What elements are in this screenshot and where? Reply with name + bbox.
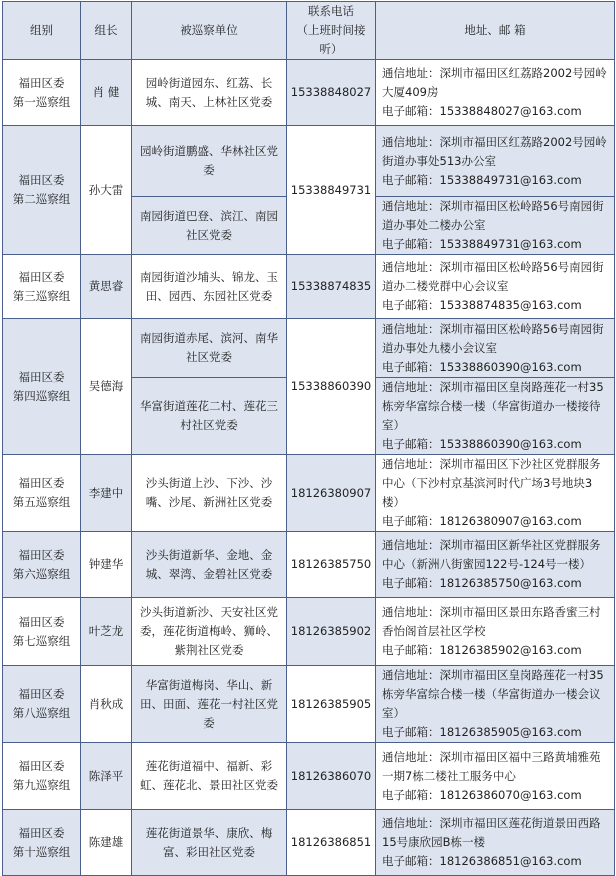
table-row (3, 319, 615, 378)
leader-cell: 吴德海 (81, 319, 132, 455)
header-group: 组别 (3, 2, 81, 60)
units-cell: 莲花街道福中、福新、彩虹、莲花北、景田社区党委 (132, 743, 287, 810)
units-cell: 沙头街道上沙、下沙、沙嘴、沙尾、新洲社区党委 (132, 455, 287, 532)
group-name-cell: 福田区委 第九巡察组 (3, 743, 81, 810)
address-cell: 通信地址：深圳市福田区皇岗路莲花一村35栋旁华富综合楼一楼（华富街道办一楼接待室） 电子邮箱：15338860390@163.com (376, 378, 615, 455)
group-name-cell: 福田区委 第六巡察组 (3, 532, 81, 598)
header-phone: 联系电话 （上班时间接听） (287, 2, 376, 60)
units-cell: 园岭街道鹏盛、华林社区党委 (132, 126, 287, 197)
table-row (3, 810, 615, 876)
table-row (3, 455, 615, 532)
phone-cell: 18126385902 (287, 598, 376, 666)
inspection-table (2, 1, 615, 876)
units-cell: 园岭街道园东、红荔、长城、南天、上林社区党委 (132, 60, 287, 126)
leader-cell: 肖秋成 (81, 666, 132, 743)
units-cell: 沙头街道新华、金地、金城、翠湾、金碧社区党委 (132, 532, 287, 598)
group-name-cell: 福田区委 第五巡察组 (3, 455, 81, 532)
leader-cell: 陈建雄 (81, 810, 132, 876)
units-cell: 华富街道梅岗、华山、新田、田面、莲花一村社区党委 (132, 666, 287, 743)
units-cell: 莲花街道景华、康欣、梅富、彩田社区党委 (132, 810, 287, 876)
leader-cell: 陈泽平 (81, 743, 132, 810)
units-cell: 南园街道巴登、滨江、南园社区党委 (132, 197, 287, 255)
phone-cell: 15338874835 (287, 255, 376, 319)
address-cell: 通信地址：深圳市福田区皇岗路莲花一村35栋旁华富综合楼一楼（华富街道办一楼会议室） 电子邮箱：18126385905@163.com (376, 666, 615, 743)
table-row (3, 532, 615, 598)
leader-cell: 叶芝龙 (81, 598, 132, 666)
group-name-cell: 福田区委 第七巡察组 (3, 598, 81, 666)
table-row (3, 598, 615, 666)
units-cell: 南园街道赤尾、滨河、南华社区党委 (132, 319, 287, 378)
address-cell: 通信地址：深圳市福田区松岭路56号南园街道办二楼党群中心会议室 电子邮箱：15338874835@163.com (376, 255, 615, 319)
group-name-cell: 福田区委 第三巡察组 (3, 255, 81, 319)
phone-cell: 18126385905 (287, 666, 376, 743)
phone-cell: 18126380907 (287, 455, 376, 532)
leader-cell: 黄思睿 (81, 255, 132, 319)
phone-cell: 18126385750 (287, 532, 376, 598)
table-row (3, 666, 615, 743)
units-cell: 南园街道沙埔头、锦龙、玉田、园西、东园社区党委 (132, 255, 287, 319)
group-name-cell: 福田区委 第四巡察组 (3, 319, 81, 455)
group-name-cell: 福田区委 第十巡察组 (3, 810, 81, 876)
phone-cell: 15338848027 (287, 60, 376, 126)
address-cell: 通信地址：深圳市福田区莲花街道景田西路15号康欣园B栋一楼 电子邮箱：18126386851@163.com (376, 810, 615, 876)
address-cell: 通信地址：深圳市福田区景田东路香蜜三村香怡阁首层社区学校 电子邮箱：18126385902@163.com (376, 598, 615, 666)
table-body (3, 60, 615, 876)
leader-cell: 李建中 (81, 455, 132, 532)
phone-cell: 15338849731 (287, 126, 376, 255)
leader-cell: 孙大雷 (81, 126, 132, 255)
address-cell: 通信地址：深圳市福田区松岭路56号南园街道办事处九楼小会议室 电子邮箱：15338860390@163.com (376, 319, 615, 378)
header-units: 被巡察单位 (132, 2, 287, 60)
phone-cell: 15338860390 (287, 319, 376, 455)
table-row (3, 60, 615, 126)
address-cell: 通信地址：深圳市福田区红荔路2002号园岭大厦409房 电子邮箱：15338848027@163.com (376, 60, 615, 126)
leader-cell: 肖 健 (81, 60, 132, 126)
header-leader: 组长 (81, 2, 132, 60)
address-cell: 通信地址：深圳市福田区福中三路黄埔雅苑一期7栋二楼社工服务中心 电子邮箱：18126386070@163.com (376, 743, 615, 810)
address-cell: 通信地址：深圳市福田区松岭路56号南园街道办事处二楼办公室 电子邮箱：15338849731@163.com (376, 197, 615, 255)
phone-cell: 18126386070 (287, 743, 376, 810)
address-cell: 通信地址：深圳市福田区红荔路2002号园岭街道办事处513办公室 电子邮箱：15338849731@163.com (376, 126, 615, 197)
header-address: 地址、邮 箱 (376, 2, 615, 60)
table-row (3, 743, 615, 810)
address-cell: 通信地址：深圳市福田区新华社区党群服务中心（新洲八街蜜园122号-124号一楼） 电子邮箱：18126385750@163.com (376, 532, 615, 598)
address-cell: 通信地址：深圳市福田区下沙社区党群服务中心（下沙村京基滨河时代广场3号地块3楼） 电子邮箱：18126380907@163.com (376, 455, 615, 532)
phone-cell: 18126386851 (287, 810, 376, 876)
table-row (3, 255, 615, 319)
units-cell: 沙头街道新沙、天安社区党委，莲花街道梅岭、狮岭、紫荆社区党委 (132, 598, 287, 666)
group-name-cell: 福田区委 第八巡察组 (3, 666, 81, 743)
group-name-cell: 福田区委 第一巡察组 (3, 60, 81, 126)
group-name-cell: 福田区委 第二巡察组 (3, 126, 81, 255)
table-header-row (3, 2, 615, 60)
leader-cell: 钟建华 (81, 532, 132, 598)
table-row (3, 126, 615, 197)
units-cell: 华富街道莲花二村、莲花三村社区党委 (132, 378, 287, 455)
